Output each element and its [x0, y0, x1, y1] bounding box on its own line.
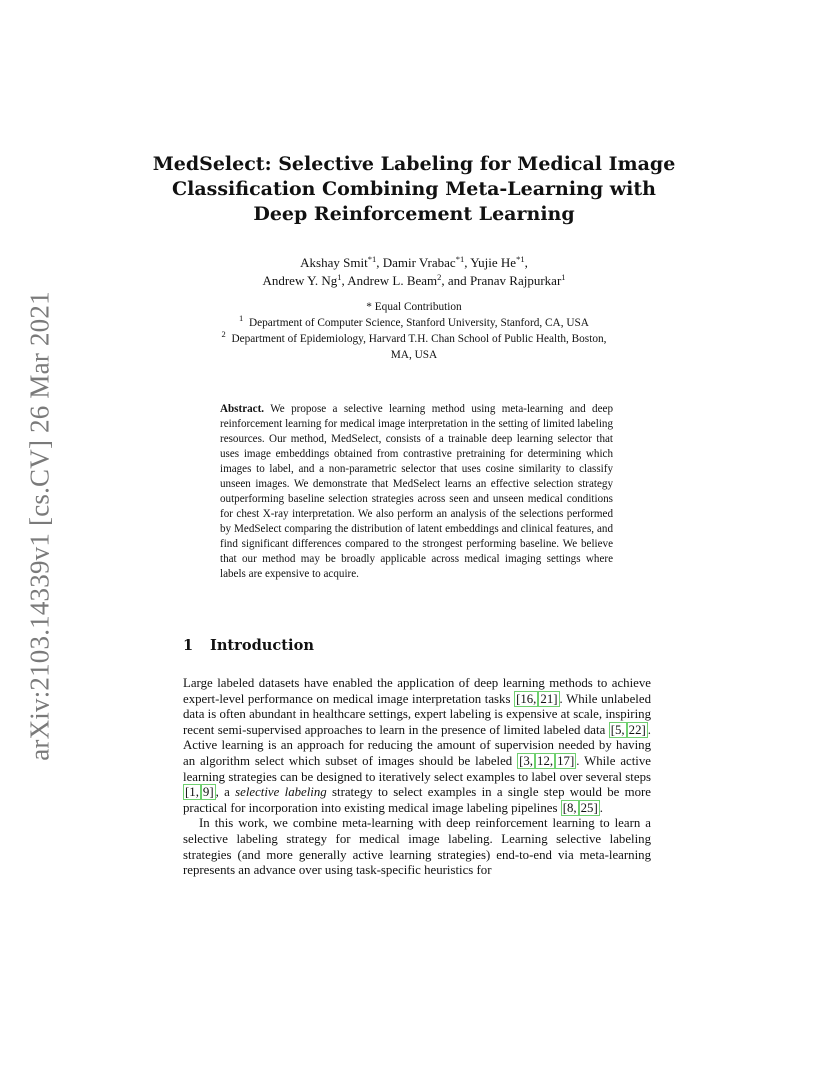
citation-link[interactable]: [8,: [562, 800, 577, 815]
affiliation-2: [150, 331, 678, 347]
citation-link[interactable]: 17]: [557, 753, 575, 768]
abstract-text: We propose a selective learning method using meta-learning and deep reinforcement learning for medical image interpretation in the setting of limited labeling resources. Our method, MedSelect, consists of a trainable deep learning selector that uses image embeddings obtained from contrastive pretraining for determining which images to label, and a non-parametric selector that uses cosine similarity to classify unseen images. We demonstrate that MedSelect learns an effective selection strategy outperforming baseline selection strategies across seen and unseen medical conditions for chest X-ray interpretation. We also perform an analysis of the selections performed by MedSelect comparing the distribution of latent embeddings and clinical features, and find significant differences compared to the strongest performing baseline. We believe that our method may be broadly applicable across medical imaging settings where labels are expensive to acquire.: [220, 403, 613, 580]
author-line: Andrew Y. Ng$^1$, Andrew L. Beam$^2$, and Pranav Rajpurkar$^1$: [262, 272, 566, 288]
text-run: .: [599, 800, 603, 815]
author-mark: *1: [516, 254, 525, 264]
author-name: Andrew L. Beam: [347, 273, 438, 288]
section-heading: [183, 637, 314, 654]
paper-title: [120, 152, 708, 227]
paragraph: In this work, we combine meta-learning with deep reinforcement learning to learn a selective labeling strategy for medical image labeling. Learning selective labeling strategies (and more generally active learning strategies) end-to-end via meta-learning represents an advance over using task-specific heuristics for: [183, 816, 651, 878]
affiliation-mark: 2: [221, 329, 226, 339]
title-line: Deep Reinforcement Learning: [253, 203, 575, 225]
citation-link[interactable]: 9]: [202, 785, 214, 800]
text-run: . While active learning strategies can be designed to iteratively select examples to label over several steps: [183, 753, 651, 784]
affiliations: [150, 299, 678, 363]
citation-link[interactable]: 12,: [537, 753, 554, 768]
abstract: [220, 402, 613, 582]
author-name: Yujie He: [470, 255, 517, 270]
author-mark: *1: [367, 254, 377, 264]
citation-link[interactable]: 21]: [540, 691, 558, 706]
author-list: [120, 254, 708, 290]
author-mark: *1: [455, 254, 465, 264]
arxiv-identifier-text: arXiv:2103.14339v1 [cs.CV] 26 Mar 2021: [24, 291, 55, 761]
citation-link[interactable]: [3,: [519, 753, 534, 768]
text-run: strategy to select examples in a single step would be more practical for incorporation into existing medical image labeling pipelines: [183, 785, 651, 815]
affiliation-text: Department of Epidemiology, Harvard T.H. Chan School of Public Health, Boston,: [231, 333, 607, 345]
title-line: MedSelect: Selective Labeling for Medical Image: [152, 153, 676, 175]
emphasis-text: selective labeling: [235, 785, 327, 800]
text-run: . Active learning is an approach for reducing the amount of supervision needed by having an algorithm select which subset of images should be labeled: [183, 722, 651, 768]
author-mark: 1: [337, 272, 342, 282]
section-title: Introduction: [210, 637, 314, 654]
equal-contribution-note: * Equal Contribution: [366, 301, 462, 313]
author-line: Akshay Smit$^{*1}$, Damir Vrabac$^{*1}$, Yujie He$^{*1}$,: [300, 254, 528, 270]
title-line: Classification Combining Meta-Learning with: [172, 178, 656, 200]
abstract-label: Abstract.: [220, 403, 265, 415]
affiliation-1: [150, 315, 678, 331]
affiliation-2-continued: MA, USA: [390, 349, 438, 361]
citation-link[interactable]: 25]: [580, 800, 598, 815]
introduction-body: [183, 676, 651, 879]
author-mark: 2: [437, 272, 442, 282]
author-name: Akshay Smit: [300, 255, 368, 270]
citation-link[interactable]: [16,: [516, 691, 537, 706]
section-number: 1: [183, 637, 194, 654]
citation-link[interactable]: [5,: [610, 722, 625, 737]
author-name: Andrew Y. Ng: [262, 273, 338, 288]
author-mark: 1: [561, 272, 566, 282]
author-name: Damir Vrabac: [382, 255, 456, 270]
citation-link[interactable]: 22]: [628, 722, 646, 737]
citation-link[interactable]: [1,: [185, 785, 199, 800]
paragraph: [183, 676, 651, 816]
author-name: Pranav Rajpurkar: [469, 273, 562, 288]
text-run: . While unlabeled data is often abundant in healthcare settings, expert labeling is expensive at scale, inspiring recent semi-supervised approaches to learn in the presence of limited labeled data: [183, 691, 651, 737]
text-run: , a: [215, 785, 236, 800]
affiliation-text: Department of Computer Science, Stanford University, Stanford, CA, USA: [248, 317, 589, 329]
text-run: Large labeled datasets have enabled the application of deep learning methods to achieve expert-level performance on medical image interpretation tasks: [183, 676, 651, 706]
affiliation-mark: 1: [239, 313, 244, 323]
